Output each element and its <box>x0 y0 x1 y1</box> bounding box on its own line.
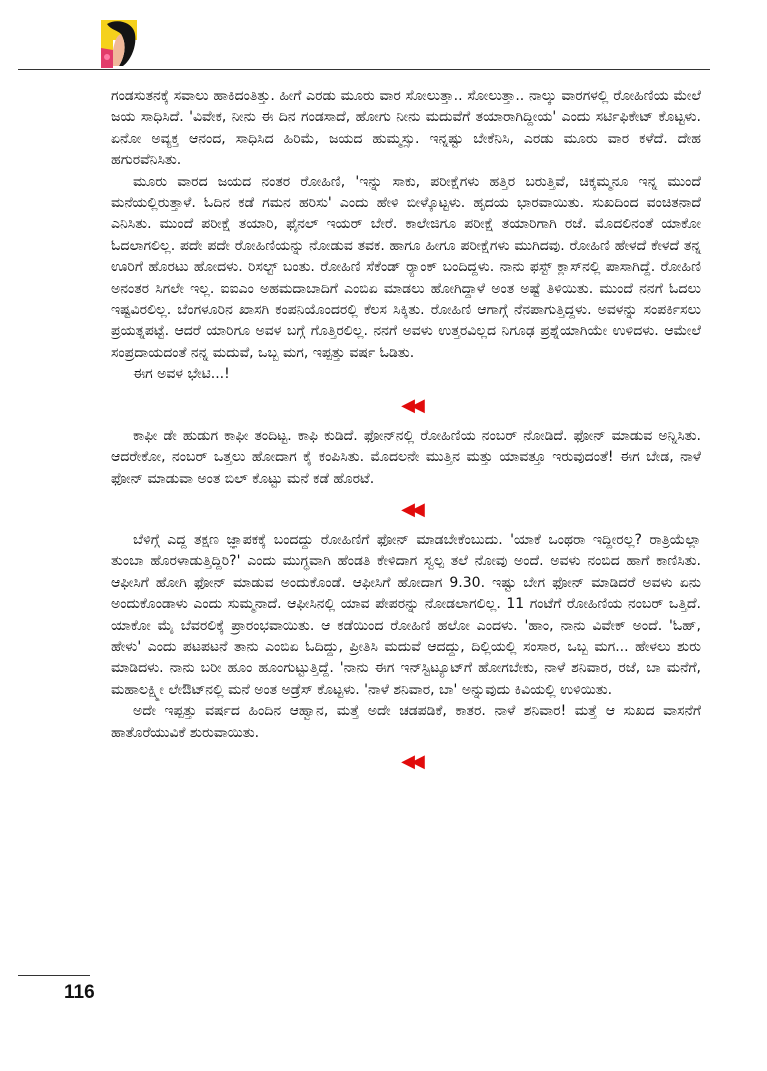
paragraph: ಅದೇ ಇಪ್ಪತ್ತು ವರ್ಷದ ಹಿಂದಿನ ಆಹ್ವಾನ, ಮತ್ತೆ ಅದೇ ಚಡಪಡಿಕೆ, ಕಾತರ. ನಾಳೆ ಶನಿವಾರ! ಮತ್ತೆ ಆ ಸುಖದ ವಾಸನೆಗೆ ಹಾತೊರೆಯುವಿಕೆ ಶುರುವಾಯಿತು. <box>111 703 701 741</box>
section-break <box>121 386 701 426</box>
section-break <box>121 490 701 530</box>
section-break-arrows-icon: ◀◀ <box>401 499 421 521</box>
page-number: 116 <box>64 982 95 1003</box>
section-break-arrows-icon: ◀◀ <box>401 751 421 773</box>
paragraph: ಬೆಳಿಗ್ಗೆ ಎದ್ದ ತಕ್ಷಣ ಜ್ಞಾಪಕಕ್ಕೆ ಬಂದದ್ದು ರೋಹಿಣಿಗೆ ಫೋನ್ ಮಾಡಬೇಕೆಂಬುದು. 'ಯಾಕೆ ಒಂಥರಾ ಇದ್ದೀರಲ್ಲ? ರಾತ್ರಿಯೆಲ್ಲಾ ತುಂಬಾ ಹೊರಳಾಡುತ್ತಿದ್ದಿರಿ?' ಎಂದು ಮುಗ್ಧವಾಗಿ ಹೆಂಡತಿ ಕೇಳಿದಾಗ ಸ್ವಲ್ಪ ತಲೆ ನೋವು ಅಂದೆ. ಅವಳು ನಂಬಿದ ಹಾಗೆ ಕಾಣಿಸಿತು. ಆಫೀಸಿಗೆ ಹೋಗಿ ಫೋನ್ ಮಾಡುವ ಅಂದುಕೊಂಡೆ. ಆಫೀಸಿಗೆ ಹೋದಾಗ 9.30. ಇಷ್ಟು ಬೇಗ ಫೋನ್ ಮಾಡಿದರೆ ಅವಳು ಏನು ಅಂದುಕೊಂಡಾಳು ಎಂದು ಸುಮ್ಮನಾದೆ. ಆಫೀಸಿನಲ್ಲಿ ಯಾವ ಪೇಪರನ್ನು ನೋಡಲಾಗಲಿಲ್ಲ. 11 ಗಂಟೆಗೆ ರೋಹಿಣಿಯ ನಂಬರ್ ಒತ್ತಿದೆ. ಯಾಕೋ ಮೈ ಬೆವರಲಿಕ್ಕೆ ಪ್ರಾರಂಭವಾಯಿತು. ಆ ಕಡೆಯಿಂದ ರೋಹಿಣಿ ಹಲೋ ಎಂದಳು. 'ಹಾಂ, ನಾನು ವಿವೇಕ್ ಅಂದೆ. 'ಓಹ್, ಹೇಳು' ಎಂದು ಪಟಪಟನೆ ತಾನು ಎಂಬಿಏ ಓದಿದ್ದು, ಪ್ರೀತಿಸಿ ಮದುವೆ ಆದದ್ದು, ದಿಲ್ಲಿಯಲ್ಲಿ ಸಂಸಾರ, ಒಬ್ಬ ಮಗ... ಹೇಳಲು ಶುರು ಮಾಡಿದಳು. ನಾನು ಬರೀ ಹೂಂ ಹೂಂಗುಟ್ಟುತ್ತಿದ್ದೆ. 'ನಾನು ಈಗ ಇನ್‌ಸ್ಟಿಟ್ಯೂಟ್‌ಗೆ ಹೋಗಬೇಕು, ನಾಳೆ ಶನಿವಾರ, ರಜೆ, ಬಾ ಮನೆಗೆ, ಮಹಾಲಕ್ಷ್ಮೀ ಲೇಔಟ್‌ನಲ್ಲಿ ಮನೆ ಅಂತ ಅಡ್ರೆಸ್ ಕೊಟ್ಟಳು. 'ನಾಳೆ ಶನಿವಾರ, ಬಾ' ಅನ್ನುವುದು ಕಿವಿಯಲ್ಲಿ ಉಳಿಯಿತು. <box>111 531 701 698</box>
section-break-arrows-icon: ◀◀ <box>401 395 421 417</box>
paragraph: ಈಗ ಅವಳ ಭೇಟಿ...! <box>133 366 230 383</box>
paragraph: ಗಂಡಸುತನಕ್ಕೆ ಸವಾಲು ಹಾಕಿದಂತಿತ್ತು. ಹೀಗೆ ಎರಡು ಮೂರು ವಾರ ಸೋಲುತ್ತಾ.. ಸೋಲುತ್ತಾ.. ನಾಲ್ಕು ವಾರಗಳಲ್ಲಿ ರೋಹಿಣಿಯ ಮೇಲೆ ಜಯ ಸಾಧಿಸಿದೆ. 'ವಿವೇಕ, ನೀನು ಈ ದಿನ ಗಂಡಸಾದೆ, ಹೋಗು ನೀನು ಮದುವೆಗೆ ತಯಾರಾಗಿದ್ದೀಯ' ಎಂದು ಸರ್ಟಿಫಿಕೇಟ್ ಕೊಟ್ಟಳು. ಏನೋ ಅವ್ಯಕ್ತ ಆನಂದ, ಸಾಧಿಸಿದ ಹಿರಿಮೆ, ಜಯದ ಹುಮ್ಮಸ್ಸು. ಇನ್ನಷ್ಟು ಬೇಕೆನಿಸಿ, ಎರಡು ಮೂರು ವಾರ ಕಳೆದೆ. ದೇಹ ಹಗುರವೆನಿಸಿತು. <box>111 88 701 169</box>
footer-divider <box>18 975 90 976</box>
woman-face-illustration-icon <box>101 20 137 68</box>
paragraph: ಕಾಫೀ ಡೇ ಹುಡುಗ ಕಾಫೀ ತಂದಿಟ್ಟ. ಕಾಫಿ ಕುಡಿದೆ. ಫೋನ್‌ನಲ್ಲಿ ರೋಹಿಣಿಯ ನಂಬರ್ ನೋಡಿದೆ. ಫೋನ್ ಮಾಡುವ ಅನ್ನಿಸಿತು. ಆದರೇಕೋ, ನಂಬರ್ ಒತ್ತಲು ಹೋದಾಗ ಕೈ ಕಂಪಿಸಿತು. ಮೊದಲನೇ ಮುತ್ತಿನ ಮತ್ತು ಯಾವತ್ತೂ ಇರುವುದಂತೆ! ಈಗ ಬೇಡ, ನಾಳೆ ಫೋನ್ ಮಾಡುವಾ ಅಂತ ಬಿಲ್ ಕೊಟ್ಟು ಮನೆ ಕಡೆ ಹೊರಟೆ. <box>111 427 701 487</box>
story-body <box>111 86 701 780</box>
paragraph: ಮೂರು ವಾರದ ಜಯದ ನಂತರ ರೋಹಿಣಿ, 'ಇನ್ನು ಸಾಕು, ಪರೀಕ್ಷೆಗಳು ಹತ್ತಿರ ಬರುತ್ತಿವೆ, ಚಿಕ್ಕಮ್ಮನೂ ಇನ್ನ ಮುಂದೆ ಮನೆಯಲ್ಲಿರುತ್ತಾಳೆ. ಓದಿನ ಕಡೆ ಗಮನ ಹರಿಸು' ಎಂದು ಹೇಳಿ ಬೀಳ್ಕೊಟ್ಟಳು. ಹೃದಯ ಭಾರವಾಯಿತು. ಸುಖದಿಂದ ವಂಚಿತನಾದೆ ಎನಿಸಿತು. ಮುಂದೆ ಪರೀಕ್ಷೆ ತಯಾರಿ, ಫೈನಲ್ ಇಯರ್ ಬೇರೆ. ಕಾಲೇಜಿಗೂ ಪರೀಕ್ಷೆ ತಯಾರಿಗಾಗಿ ರಜೆ. ಮೊದಲಿನಂತೆ ಯಾಕೋ ಓದಲಾಗಲಿಲ್ಲ. ಪದೇ ಪದೇ ರೋಹಿಣಿಯನ್ನು ನೋಡುವ ತವಕ. ಹಾಗೂ ಹೀಗೂ ಪರೀಕ್ಷೆಗಳು ಮುಗಿದವು. ರೋಹಿಣಿ ಹೇಳದೆ ಕೇಳದೆ ತನ್ನ ಊರಿಗೆ ಹೊರಟು ಹೋದಳು. ರಿಸಲ್ಟ್ ಬಂತು. ರೋಹಿಣಿ ಸೆಕೆಂಡ್ ರ್‍ಯಾಂಕ್ ಬಂದಿದ್ದಳು. ನಾನು ಫಸ್ಟ್ ಕ್ಲಾಸ್‌ನಲ್ಲಿ ಪಾಸಾಗಿದ್ದೆ. ರೋಹಿಣಿ ಅನಂತರ ಸಿಗಲೇ ಇಲ್ಲ. ಐಐಎಂ ಅಹಮದಾಬಾದಿಗೆ ಎಂಬಿಏ ಮಾಡಲು ಹೋಗಿದ್ದಾಳೆ ಅಂತ ಅಷ್ಟೆ ತಿಳಿಯಿತು. ಮುಂದೆ ನನಗೆ ಓದಲು ಇಷ್ಟವಿರಲಿಲ್ಲ. ಬೆಂಗಳೂರಿನ ಖಾಸಗಿ ಕಂಪನಿಯೊಂದರಲ್ಲಿ ಕೆಲಸ ಸಿಕ್ಕಿತು. ರೋಹಿಣಿ ಆಗಾಗ್ಗೆ ನೆನಪಾಗುತ್ತಿದ್ದಳು. ಅವಳನ್ನು ಸಂಪರ್ಕಿಸಲು ಪ್ರಯತ್ನಪಟ್ಟೆ. ಆದರೆ ಯಾರಿಗೂ ಅವಳ ಬಗ್ಗೆ ಗೊತ್ತಿರಲಿಲ್ಲ. ನನಗೆ ಅವಳು ಉತ್ತರವಿಲ್ಲದ ನಿಗೂಢ ಪ್ರಶ್ನೆಯಾಗಿಯೇ ಉಳಿದಳು. ಆಮೇಲೆ ಸಂಪ್ರದಾಯದಂತೆ ನನ್ನ ಮದುವೆ, ಒಬ್ಬ ಮಗ, ಇಪ್ಪತ್ತು ವರ್ಷ ಓಡಿತು. <box>111 173 701 361</box>
header-divider <box>18 69 710 70</box>
section-break <box>121 744 701 780</box>
